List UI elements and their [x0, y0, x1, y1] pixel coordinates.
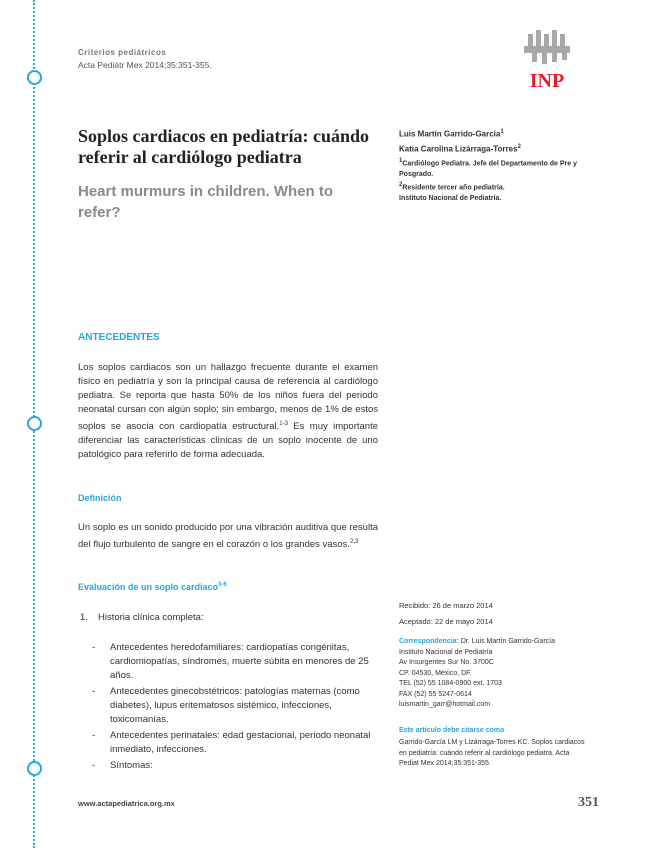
page-number: 351: [578, 795, 599, 810]
heading-antecedentes: ANTECEDENTES: [78, 332, 160, 343]
footer-url-link[interactable]: www.actapediatrica.org.mx: [78, 799, 175, 808]
author: Luis Martín Garrido-García$^1$: [399, 129, 504, 139]
bullet-list: [92, 641, 380, 775]
affiliations: [399, 156, 609, 205]
list-item: - Síntomas:: [92, 760, 153, 771]
list-item: - Antecedentes ginecobstétricos: patologías maternas (como diabetes), lupus eritematosos sistémico, infecciones, toxicomanías.: [92, 686, 360, 725]
list-item: - Antecedentes perinatales: edad gestacional, periodo neonatal inmediato, infecciones.: [92, 730, 371, 755]
list-item: - Antecedentes heredofamiliares: cardiopatías congénitas, cardiomiopatías, síndromes, muerte súbita en menores de 25 años.: [92, 642, 369, 681]
article-title: Soplos cardiacos en pediatría: cuándo referir al cardiólogo pediatra: [78, 126, 370, 167]
affiliation: Instituto Nacional de Pediatría.: [399, 195, 502, 203]
author: Katia Carolina Lizárraga-Torres$^2$: [399, 143, 521, 154]
received-date: Recibido: 26 de marzo 2014: [399, 601, 493, 610]
heading-evaluacion: Evaluación de un soplo cardiaco$^{3-6}$: [78, 582, 227, 592]
heading-definicion: Definición: [78, 493, 122, 503]
inp-logo: [518, 30, 580, 92]
margin-ring-icon: [27, 761, 42, 776]
correspondence-label: Correspondencia:: [399, 638, 459, 645]
correspondence: Correspondencia: Dr. Luis Martín Garrido-García Instituto Nacional de Pediatría Av Insurgentes Sur No. 3700C CP. 04530, México, DF. TEL (52) 55 1084-0900 ext. 1703 FAX (52) 55 5247-0614 luismartin_garr@hotmail.com: [399, 637, 614, 711]
logo-text: INP: [529, 70, 565, 92]
journal-section: Criterios pediátricos: [78, 48, 167, 57]
margin-ring-icon: [27, 70, 42, 85]
article-subtitle: Heart murmurs in children. When to refer?: [78, 183, 334, 221]
accepted-date: Aceptado: 22 de mayo 2014: [399, 617, 493, 626]
affiliation: $^1$Cardiólogo Pediatra. Jefe del Departamento de Pre y Posgrado.: [399, 158, 578, 178]
margin-ring-icon: [27, 416, 42, 431]
article-dates: [399, 598, 493, 630]
cite-as-heading: Este artículo debe citarse como: [399, 727, 505, 734]
paragraph-definicion: Un soplo es un sonido producido por una vibración auditiva que resulta del flujo turbulento de sangre en el corazón o los grandes vasos.$^{2,3}$: [78, 522, 378, 551]
journal-citation: Acta Pediátr Mex 2014;35:351-355.: [78, 60, 212, 70]
email-link[interactable]: luismartin_garr@hotmail.com: [399, 701, 491, 708]
cite-as-text: Garrido-García LM y Lizárraga-Torres KC. Soplos cardiacos en pediatría: cuándo referir al cardiólogo pediatra. Acta Pediat Mex 2014;35:351-355.: [399, 739, 585, 767]
affiliation: $^2$Residente tercer año pediatría.: [399, 182, 505, 192]
paragraph-antecedentes: Los soplos cardiacos son un hallazgo frecuente durante el examen físico en pediatría y son la principal causa de referencia al cardiólogo pediatra. Se reporta que hasta 50% de los niños fuera del periodo neonatal cursan con algún soplo; sin embargo, menos de 1% de estos soplos se asocia con cardiopatía estructural.$^{1-3}$ Es muy importante diferenciar las características clínicas de un soplo inocente de uno patológico para referirlo de forma adecuada.: [78, 362, 378, 461]
numbered-list-item: 1. Historia clínica completa:: [80, 612, 204, 623]
author-list: [399, 126, 521, 155]
